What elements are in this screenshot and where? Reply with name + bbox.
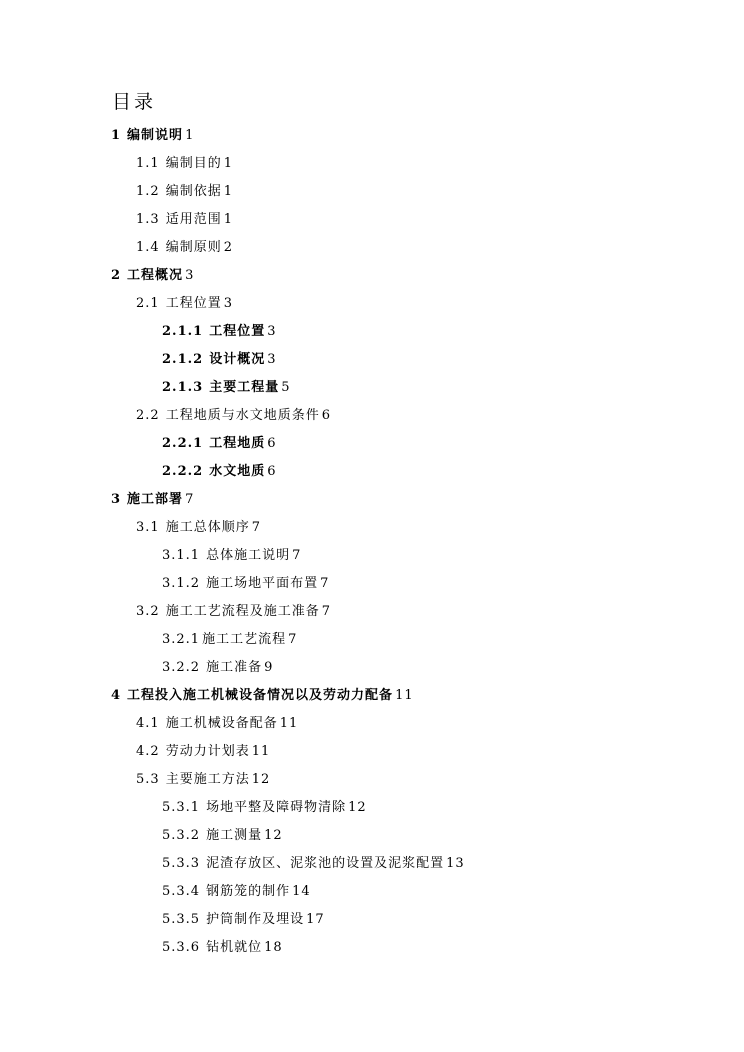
toc-entry-page: 14 <box>292 884 311 899</box>
toc-entry-number: 5.3.2 <box>162 828 201 843</box>
toc-entry-text: 钻机就位 <box>206 940 263 955</box>
toc-entry-number: 3 <box>111 492 122 507</box>
toc-title: 目录 <box>112 91 157 113</box>
toc-entry-number: 4.2 <box>136 744 160 759</box>
toc-entry-text: 主要施工方法 <box>165 772 250 787</box>
toc-entry[interactable] <box>162 827 283 845</box>
toc-entry-page: 7 <box>321 604 331 619</box>
toc-entry-text: 施工场地平面布置 <box>206 576 319 591</box>
toc-entry-page: 12 <box>251 772 271 787</box>
toc-entry[interactable] <box>162 855 465 873</box>
toc-entry-number: 2.2.1 <box>162 436 204 451</box>
toc-entry-page: 1 <box>223 212 233 227</box>
toc-entry-page: 12 <box>348 800 367 815</box>
toc-entry-number: 5.3.6 <box>162 940 201 955</box>
toc-entry-number: 4 <box>111 688 122 703</box>
toc-entry[interactable] <box>136 407 331 425</box>
toc-entry[interactable] <box>111 491 194 509</box>
toc-entry[interactable] <box>136 183 233 201</box>
toc-entry[interactable] <box>111 267 194 285</box>
toc-entry-page: 5 <box>281 380 291 395</box>
toc-entry-page: 17 <box>306 912 325 927</box>
toc-entry[interactable] <box>162 323 277 341</box>
toc-entry[interactable] <box>136 603 331 621</box>
toc-entry[interactable] <box>136 295 233 313</box>
toc-entry-text: 工程地质 <box>209 436 266 451</box>
toc-entry-page: 6 <box>267 464 277 479</box>
toc-entry-text: 施工部署 <box>127 492 184 507</box>
toc-entry[interactable] <box>162 939 283 957</box>
toc-entry-text: 施工准备 <box>206 660 263 675</box>
toc-entry-text: 编制说明 <box>127 128 184 143</box>
toc-entry[interactable] <box>162 631 297 649</box>
toc-entry-text: 工程地质与水文地质条件 <box>165 408 320 423</box>
toc-entry-text: 钢筋笼的制作 <box>206 884 291 899</box>
toc-entry-number: 2.1.1 <box>162 324 204 339</box>
toc-entry-text: 编制目的 <box>165 156 222 171</box>
toc-entry-number: 1.2 <box>136 184 160 199</box>
toc-entry[interactable] <box>162 547 301 565</box>
toc-entry-text: 工程位置 <box>209 324 266 339</box>
toc-entry-text: 施工总体顺序 <box>165 520 250 535</box>
toc-entry-number: 3.2.1 <box>162 632 201 647</box>
toc-entry-text: 施工工艺流程 <box>202 632 287 647</box>
toc-entry-text: 总体施工说明 <box>206 548 291 563</box>
toc-entry-number: 5.3.3 <box>162 856 201 871</box>
toc-entry[interactable] <box>136 743 270 761</box>
toc-entry-page: 13 <box>446 856 465 871</box>
toc-entry-page: 6 <box>267 436 277 451</box>
toc-entry-text: 施工工艺流程及施工准备 <box>165 604 320 619</box>
toc-entry-text: 场地平整及障碍物清除 <box>206 800 347 815</box>
toc-entry-number: 1 <box>111 128 122 143</box>
toc-entry-text: 适用范围 <box>165 212 222 227</box>
toc-entry-number: 1.1 <box>136 156 160 171</box>
toc-entry-page: 18 <box>264 940 283 955</box>
toc-entry-page: 7 <box>320 576 330 591</box>
toc-entry-number: 3.1.2 <box>162 576 201 591</box>
toc-entry-page: 11 <box>279 716 299 731</box>
toc-entry[interactable] <box>162 911 325 929</box>
toc-entry-number: 2.1.3 <box>162 380 204 395</box>
toc-entry-number: 2.2.2 <box>162 464 204 479</box>
toc-entry[interactable] <box>136 239 233 257</box>
toc-entry-text: 主要工程量 <box>209 380 280 395</box>
toc-entry-text: 泥渣存放区、泥浆池的设置及泥浆配置 <box>206 856 445 871</box>
toc-entry-page: 7 <box>185 492 195 507</box>
toc-entry[interactable] <box>136 211 233 229</box>
toc-entry-number: 3.2 <box>136 604 160 619</box>
toc-entry-page: 6 <box>321 408 331 423</box>
toc-entry-page: 3 <box>267 324 277 339</box>
toc-entry-page: 3 <box>223 296 233 311</box>
toc-entry[interactable] <box>111 127 194 145</box>
toc-entry-page: 1 <box>185 128 195 143</box>
toc-entry-text: 编制原则 <box>165 240 222 255</box>
toc-entry-number: 2.2 <box>136 408 160 423</box>
toc-entry-text: 工程投入施工机械设备情况以及劳动力配备 <box>127 688 394 703</box>
toc-entry-page: 7 <box>292 548 302 563</box>
toc-entry[interactable] <box>136 519 261 537</box>
toc-entry-number: 1.4 <box>136 240 160 255</box>
toc-entry-number: 5.3.4 <box>162 884 201 899</box>
toc-entry-page: 3 <box>267 352 277 367</box>
toc-entry-text: 设计概况 <box>209 352 266 367</box>
toc-entry-text: 工程概况 <box>127 268 184 283</box>
toc-entry-number: 3.1.1 <box>162 548 201 563</box>
toc-entry-page: 7 <box>251 520 261 535</box>
toc-entry-page: 11 <box>395 688 414 703</box>
toc-entry[interactable] <box>162 379 291 397</box>
toc-entry-text: 水文地质 <box>209 464 266 479</box>
toc-entry-page: 3 <box>185 268 195 283</box>
toc-entry-text: 劳动力计划表 <box>165 744 250 759</box>
toc-entry[interactable] <box>136 771 270 789</box>
toc-entry-text: 护筒制作及埋设 <box>206 912 305 927</box>
toc-entry-number: 4.1 <box>136 716 160 731</box>
toc-entry-text: 工程位置 <box>165 296 222 311</box>
toc-entry-page: 9 <box>264 660 274 675</box>
toc-entry-number: 3.2.2 <box>162 660 201 675</box>
toc-entry-number: 3.1 <box>136 520 160 535</box>
toc-entry-number: 5.3.5 <box>162 912 201 927</box>
toc-entry[interactable] <box>111 687 414 705</box>
toc-entry-number: 5.3.1 <box>162 800 201 815</box>
toc-entry-number: 2.1 <box>136 296 160 311</box>
toc-entry-page: 7 <box>288 632 298 647</box>
toc-entry[interactable] <box>162 575 329 593</box>
toc-entry[interactable] <box>162 799 367 817</box>
toc-entry-number: 2.1.2 <box>162 352 204 367</box>
toc-entry-page: 1 <box>223 156 233 171</box>
toc-entry-text: 施工机械设备配备 <box>165 716 278 731</box>
toc-entry-number: 1.3 <box>136 212 160 227</box>
toc-entry-page: 11 <box>251 744 271 759</box>
toc-entry[interactable] <box>162 351 277 369</box>
toc-entry-text: 施工测量 <box>206 828 263 843</box>
toc-entry-text: 编制依据 <box>165 184 222 199</box>
toc-entry[interactable] <box>162 883 311 901</box>
toc-entry[interactable] <box>162 435 277 453</box>
toc-entry-page: 2 <box>223 240 233 255</box>
toc-entry-number: 2 <box>111 268 122 283</box>
toc-entry[interactable] <box>136 155 233 173</box>
toc-entry-page: 12 <box>264 828 283 843</box>
toc-entry[interactable] <box>162 659 273 677</box>
toc-entry[interactable] <box>136 715 298 733</box>
toc-entry-page: 1 <box>223 184 233 199</box>
toc-entry-number: 5.3 <box>136 772 160 787</box>
toc-entry[interactable] <box>162 463 277 481</box>
